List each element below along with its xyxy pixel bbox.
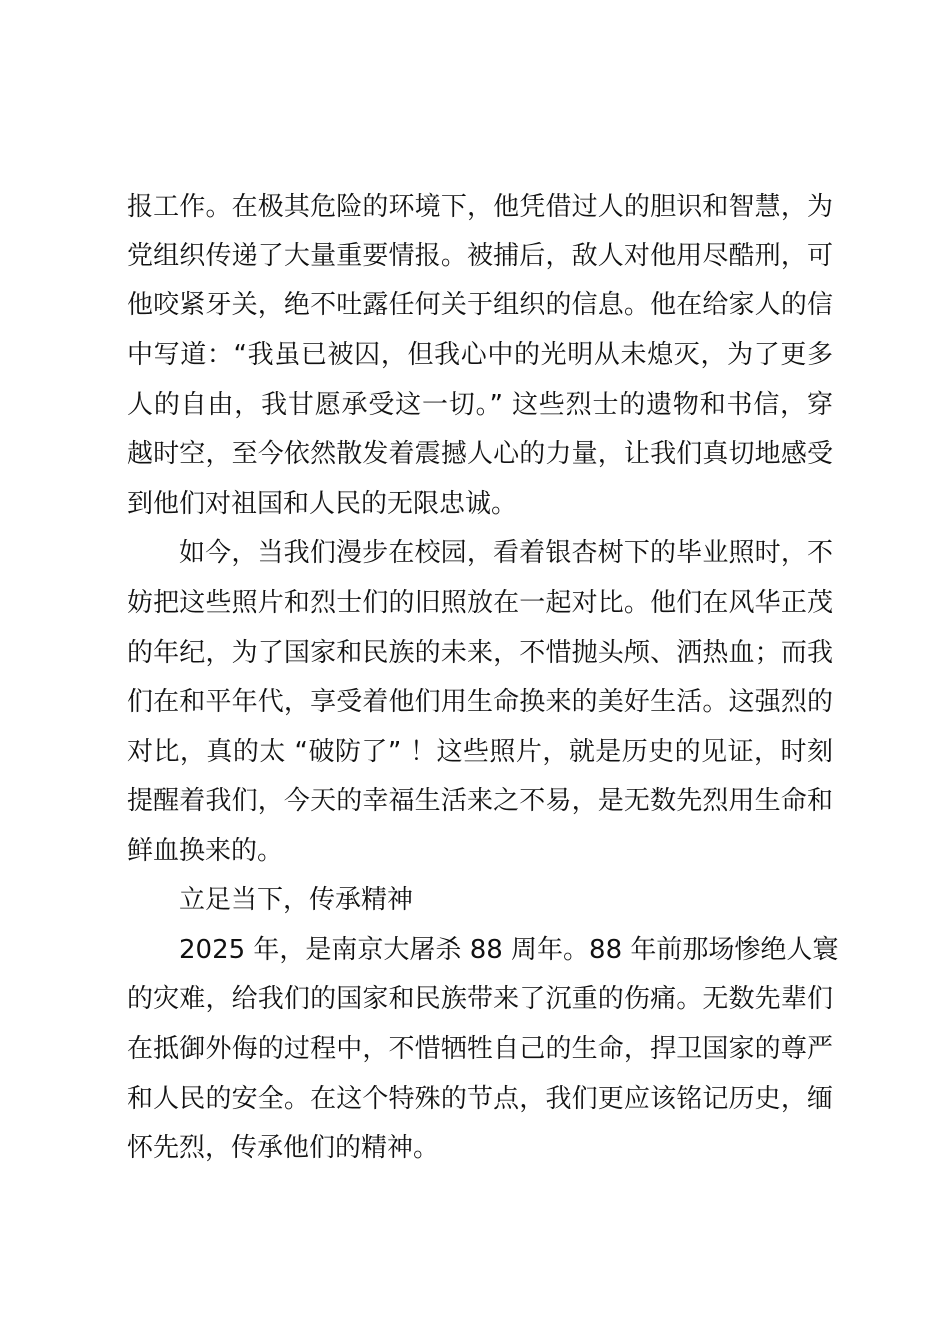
text-line: 鲜血换来的。 (127, 836, 284, 866)
text-line: 在抵御外侮的过程中，不惜牺牲自己的生命，捍卫国家的尊严 (127, 1034, 833, 1064)
text-line: 对比，真的太 “破防了” ！这些照片，就是历史的见证，时刻 (127, 737, 833, 767)
text-line: 人的自由，我甘愿承受这一切。” 这些烈士的遗物和书信，穿 (127, 390, 833, 420)
text-line: 和人民的安全。在这个特殊的节点，我们更应该铭记历史，缅 (127, 1084, 833, 1114)
text-line: 的年纪，为了国家和民族的未来，不惜抛头颅、洒热血；而我 (127, 638, 833, 668)
text-line: 妨把这些照片和烈士们的旧照放在一起对比。他们在风华正茂 (127, 588, 833, 618)
text-line: 们在和平年代，享受着他们用生命换来的美好生活。这强烈的 (127, 687, 833, 717)
text-line: 如今，当我们漫步在校园，看着银杏树下的毕业照时，不 (179, 538, 833, 568)
text-line: 提醒着我们，今天的幸福生活来之不易，是无数先烈用生命和 (127, 786, 833, 816)
text-line: 报工作。在极其危险的环境下，他凭借过人的胆识和智慧，为 (127, 192, 833, 222)
text-line: 他咬紧牙关，绝不吐露任何关于组织的信息。他在给家人的信 (127, 290, 833, 320)
text-line: 到他们对祖国和人民的无限忠诚。 (127, 489, 518, 519)
text-line: 中写道：“我虽已被囚，但我心中的光明从未熄灭，为了更多 (127, 340, 833, 370)
text-line: 的灾难，给我们的国家和民族带来了沉重的伤痛。无数先辈们 (127, 984, 833, 1014)
text-line: 2025 年，是南京大屠杀 88 周年。88 年前那场惨绝人寰 (179, 935, 839, 965)
text-line: 越时空，至今依然散发着震撼人心的力量，让我们真切地感受 (127, 439, 833, 469)
text-line: 党组织传递了大量重要情报。被捕后，敌人对他用尽酷刑，可 (127, 241, 833, 271)
section-heading: 立足当下，传承精神 (179, 885, 414, 915)
text-line: 怀先烈，传承他们的精神。 (127, 1133, 440, 1163)
